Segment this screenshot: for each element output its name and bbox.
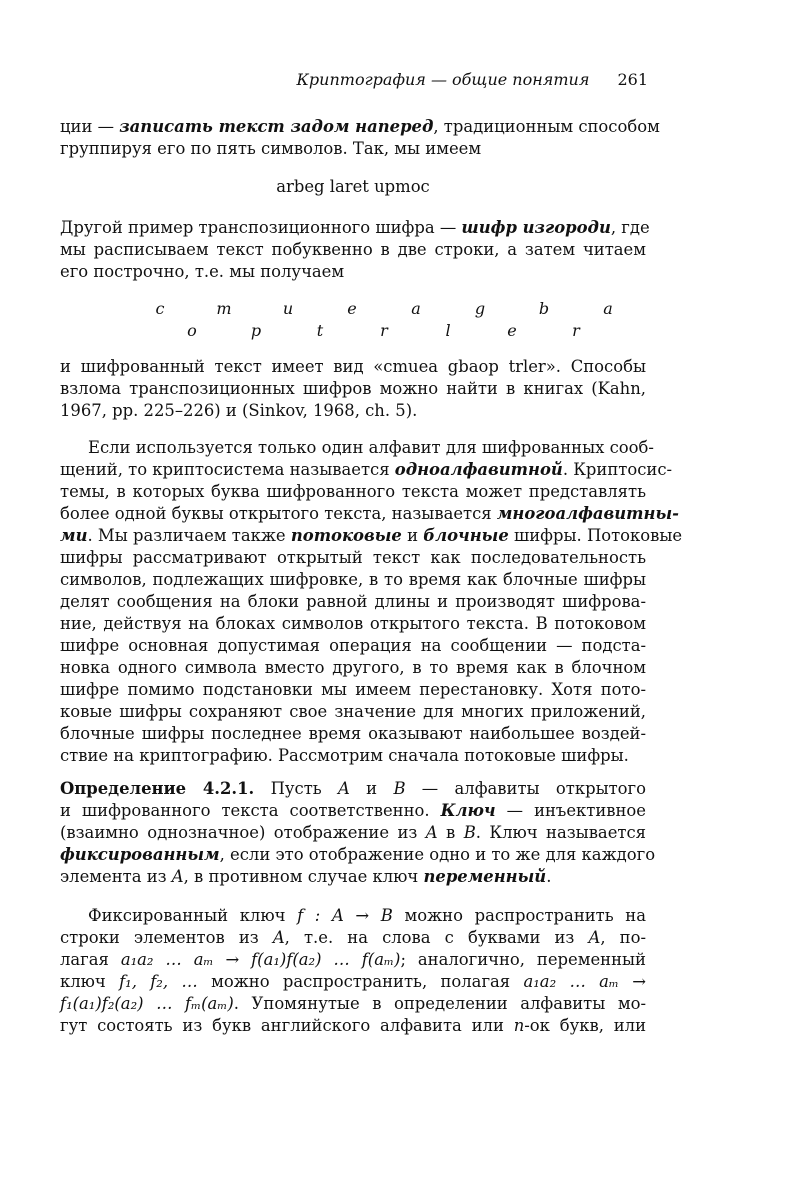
text-line: делят сообщения на блоки равной длины и производят шифрова- bbox=[60, 592, 646, 611]
rail-letter: p bbox=[250, 321, 262, 340]
text-line: элемента из A, в противном случае ключ переменный. bbox=[60, 867, 552, 886]
text-line: f₁(a₁)f₂(a₂) … fₘ(aₘ). Упомянутые в определении алфавиты мо- bbox=[60, 994, 646, 1013]
text-line: фиксированным, если это отображение одно и то же для каждого bbox=[60, 845, 656, 864]
text-line: шифре основная допустимая операция на сообщении — подста- bbox=[60, 636, 646, 655]
text-line: ние, действуя на блоках символов открытого текста. В потоковом bbox=[60, 614, 646, 633]
rail-bottom-row bbox=[60, 321, 646, 343]
rail-letter: e bbox=[347, 299, 357, 318]
rail-letter: r bbox=[380, 321, 388, 340]
text-line: Другой пример транспозиционного шифра — шифр изгороди, где bbox=[60, 218, 650, 237]
text-line: ми. Мы различаем также потоковые и блочные шифры. Потоковые bbox=[60, 526, 683, 545]
rail-letter: e bbox=[507, 321, 517, 340]
rail-letter: r bbox=[572, 321, 580, 340]
text-line: более одной буквы открытого текста, называется многоалфавитны- bbox=[60, 504, 679, 523]
text-line: Если используется только один алфавит для шифрованных сооб- bbox=[88, 438, 654, 457]
rail-letter: b bbox=[538, 299, 550, 318]
rail-letter: m bbox=[216, 299, 232, 318]
text-line: новка одного символа вместо другого, в то время как в блочном bbox=[60, 658, 646, 677]
text-line: и шифрованного текста соответственно. Ключ — инъективное bbox=[60, 801, 646, 820]
text-line: ковые шифры сохраняют свое значение для многих приложений, bbox=[60, 702, 646, 721]
definition-label: Определение 4.2.1. bbox=[60, 779, 255, 798]
paragraph-2 bbox=[60, 217, 650, 283]
rail-letter: l bbox=[445, 321, 451, 340]
text-line: и шифрованный текст имеет вид «cmuea gbaop trler». Способы bbox=[60, 357, 646, 376]
rail-letter: t bbox=[316, 321, 324, 340]
text-line: шифры рассматривают открытый текст как последовательность bbox=[60, 548, 646, 567]
rail-top-row bbox=[60, 299, 646, 321]
text-line: щений, то криптосистема называется одноалфавитной. Криптосис- bbox=[60, 460, 673, 479]
text-line: мы расписываем текст побуквенно в две строки, а затем читаем bbox=[60, 240, 646, 259]
text-line: символов, подлежащих шифровке, в то время как блочные шифры bbox=[60, 570, 646, 589]
text-line: блочные шифры последнее время оказывают наибольшее воздей- bbox=[60, 724, 646, 743]
book-page bbox=[60, 0, 683, 1200]
text-line: его построчно, т.е. мы получаем bbox=[60, 262, 345, 281]
running-title: Криптография — общие понятия bbox=[296, 70, 590, 89]
text-line: ствие на криптографию. Рассмотрим сначала потоковые шифры. bbox=[60, 746, 629, 765]
text-line: гут состоять из букв английского алфавита или n-ок букв, или bbox=[60, 1016, 646, 1035]
text-line: строки элементов из A, т.е. на слова с буквами из A, по- bbox=[60, 928, 646, 947]
text-line: (взаимно однозначное) отображение из A в B. Ключ называется bbox=[60, 823, 646, 842]
text-line: ции — записать текст задом наперед, традиционным способом bbox=[60, 117, 660, 136]
rail-letter: a bbox=[603, 299, 613, 318]
rail-letter: o bbox=[187, 321, 197, 340]
text-line: Фиксированный ключ f : A → B можно распространить на bbox=[88, 906, 646, 925]
text-line: темы, в которых буква шифрованного текста может представлять bbox=[60, 482, 646, 501]
page-number: 261 bbox=[617, 70, 648, 89]
text-line: лагая a₁a₂ … aₘ → f(a₁)f(a₂) … f(aₘ); аналогично, переменный bbox=[60, 950, 646, 969]
paragraph-1 bbox=[60, 116, 660, 160]
definition-4-2-1 bbox=[60, 778, 656, 888]
running-header bbox=[60, 70, 646, 90]
text-line: группируя его по пять символов. Так, мы имеем bbox=[60, 139, 482, 158]
text-line: шифре помимо подстановки мы имеем перестановку. Хотя пото- bbox=[60, 680, 646, 699]
rail-letter: a bbox=[411, 299, 421, 318]
paragraph-3 bbox=[60, 356, 646, 422]
example-reversed-text: arbeg laret upmoc bbox=[276, 177, 430, 196]
text-line: Определение 4.2.1. Пусть A и B — алфавиты открытого bbox=[60, 779, 647, 798]
rail-letter: c bbox=[155, 299, 165, 318]
text-line: ключ f₁, f₂, … можно распространить, полагая a₁a₂ … aₘ → bbox=[60, 972, 646, 991]
paragraph-5 bbox=[60, 905, 646, 1037]
rail-letter: u bbox=[282, 299, 294, 318]
rail-letter: g bbox=[474, 299, 486, 318]
text-line: 1967, pp. 225–226) и (Sinkov, 1968, ch. 5). bbox=[60, 401, 418, 420]
text-line: взлома транспозиционных шифров можно найти в книгах (Kahn, bbox=[60, 379, 646, 398]
paragraph-4 bbox=[60, 437, 683, 767]
